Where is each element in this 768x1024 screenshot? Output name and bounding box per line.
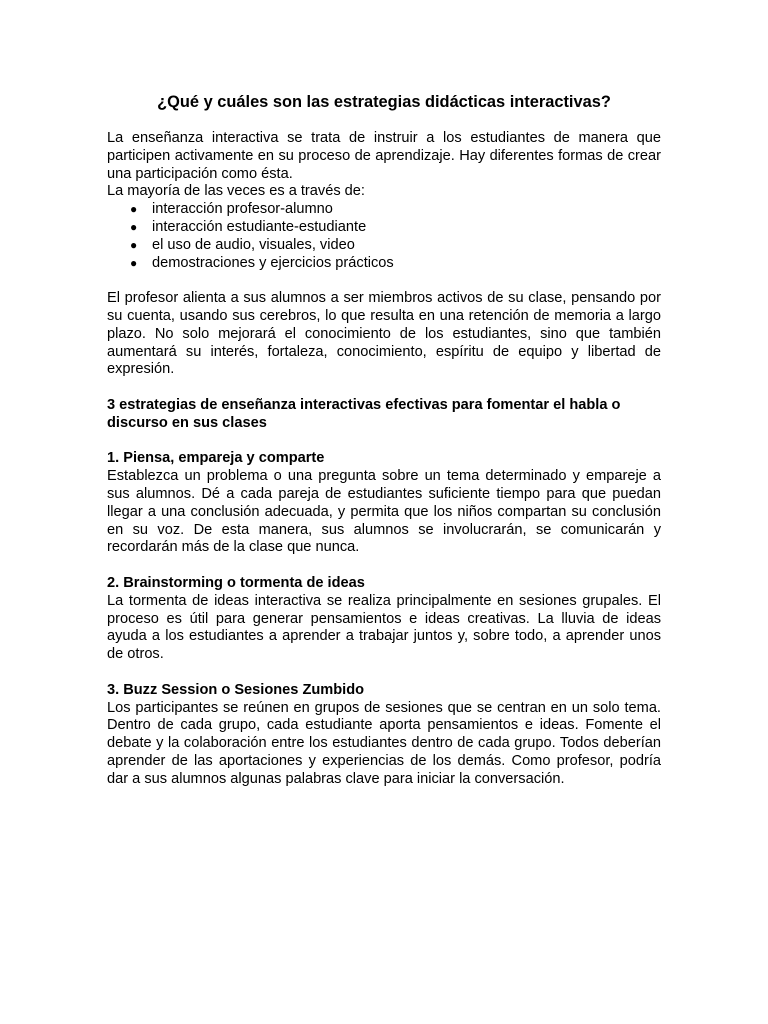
document-title: ¿Qué y cuáles son las estrategias didácticas interactivas? xyxy=(157,93,611,111)
bullet-icon: ● xyxy=(130,202,138,217)
strategy-body: La tormenta de ideas interactiva se realiza principalmente en sesiones grupales. El proceso es útil para generar pensamientos e ideas creativas. La lluvia de ideas ayuda a los estudiantes a aprender a trabajar juntos y, sobre todo, a aprender unos de otros. xyxy=(107,592,661,663)
strategy-body: Los participantes se reúnen en grupos de sesiones que se centran en un solo tema. Dentro de cada grupo, cada estudiante aporta pensamientos e ideas. Fomente el debate y la colaboración entre los estudiantes dentro de cada grupo. Todos deberían aprender de las aportaciones y experiencias de los demás. Como profesor, podría dar a sus alumnos algunas palabras clave para iniciar la conversación. xyxy=(107,699,661,787)
bullet-icon: ● xyxy=(130,237,138,252)
list-intro: La mayoría de las veces es a través de: xyxy=(107,183,365,200)
list-item-text: interacción estudiante-estudiante xyxy=(152,218,367,235)
list-item-text: el uso de audio, visuales, video xyxy=(152,236,355,253)
spacer xyxy=(107,664,661,682)
bullet-icon: ● xyxy=(130,255,138,270)
strategy-heading: 3. Buzz Session o Sesiones Zumbido xyxy=(107,681,365,698)
list-item xyxy=(107,201,661,219)
spacer xyxy=(107,379,661,397)
strategy-heading: 2. Brainstorming o tormenta de ideas xyxy=(107,574,365,591)
strategy-body: Establezca un problema o una pregunta sobre un tema determinado y empareje a sus alumnos. Dé a cada pareja de estudiantes suficiente tiempo para que puedan llegar a una conclusión adecuada, y permita que los niños compartan su conclusión en su voz. De esta manera, sus alumnos se involucrarán, se comunicarán y recordarán más de la clase que nunca. xyxy=(107,468,661,556)
intro-paragraph: La enseñanza interactiva se trata de instruir a los estudiantes de manera que participen activamente en su proceso de aprendizaje. Hay diferentes formas de crear una participación como ésta. xyxy=(107,130,661,182)
list-item xyxy=(107,219,661,237)
list-item-text: interacción profesor-alumno xyxy=(152,201,333,218)
list-item-text: demostraciones y ejercicios prácticos xyxy=(152,254,394,271)
spacer xyxy=(107,557,661,575)
list-item xyxy=(107,255,661,273)
spacer xyxy=(107,433,661,451)
body-paragraph: El profesor alienta a sus alumnos a ser miembros activos de su clase, pensando por su cuenta, usando sus cerebros, lo que resulta en una retención de memoria a largo plazo. No solo mejorará el conocimiento de los estudiantes, sino que también aumentará su interés, fortaleza, conocimiento, espíritu de equipo y libertad de expresión. xyxy=(107,290,661,378)
section-heading: 3 estrategias de enseñanza interactivas efectivas para fomentar el habla o discurso en sus clases xyxy=(107,396,621,431)
strategy-heading: 1. Piensa, empareja y comparte xyxy=(107,450,325,467)
bullet-icon: ● xyxy=(130,219,138,234)
document-content xyxy=(107,92,661,788)
bullet-list xyxy=(107,201,661,272)
spacer xyxy=(107,272,661,290)
list-item xyxy=(107,237,661,255)
